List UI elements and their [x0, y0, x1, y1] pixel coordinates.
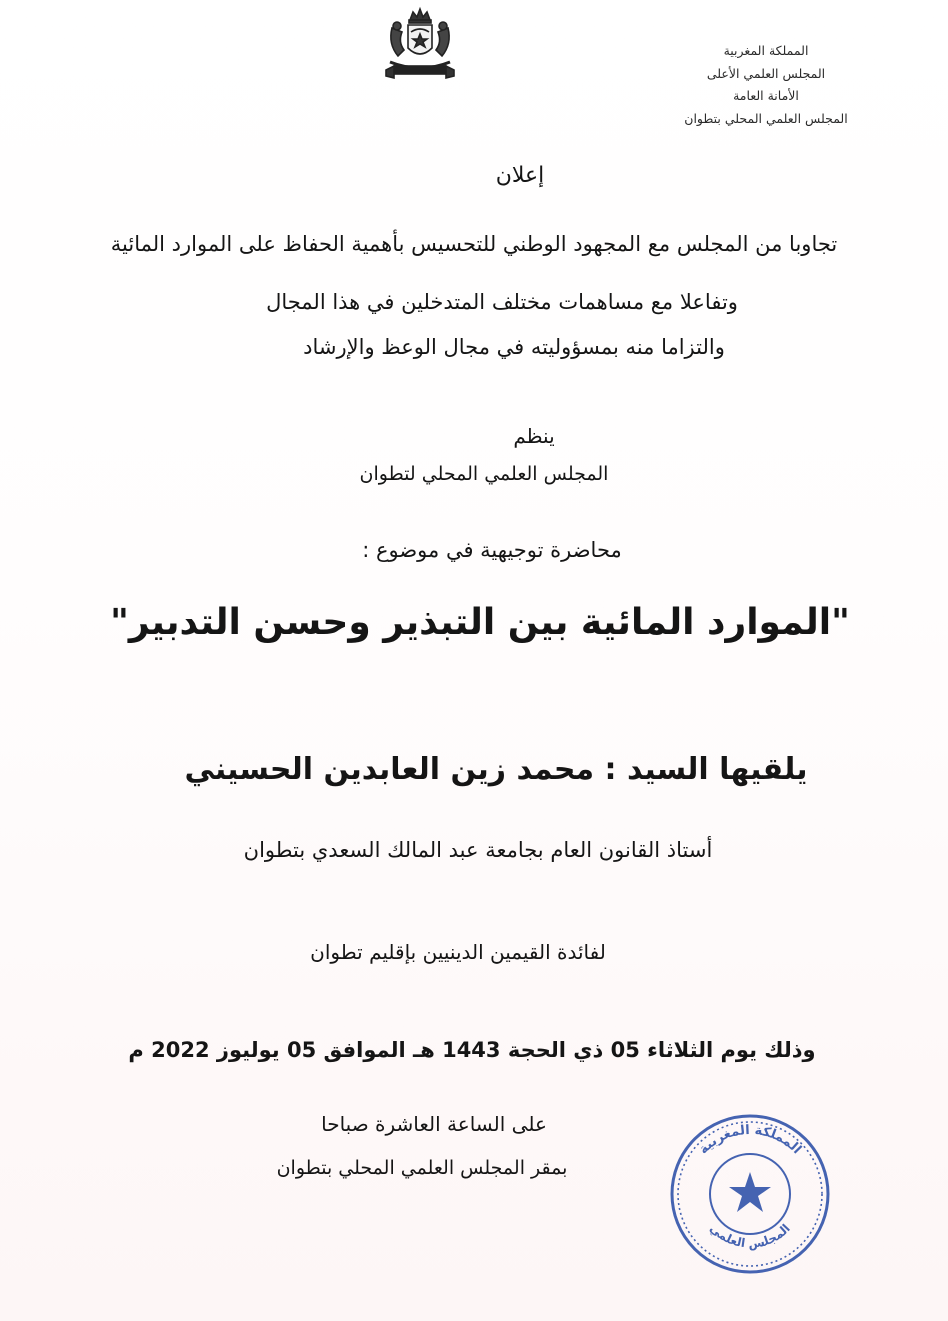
svg-text:المجلس العلمي	[707, 1221, 793, 1251]
organizes-label: ينظم	[513, 424, 555, 448]
header-high-council: المجلس العلمي الأعلى	[706, 65, 826, 81]
intro-line-1: تجاوبا من المجلس مع المجهود الوطني للتحسيس بأهمية الحفاظ على الموارد المائية	[110, 232, 838, 256]
header-local-council: المجلس العلمي المحلي بتطوان	[684, 110, 848, 126]
announcement-title: إعلان	[495, 163, 545, 188]
event-time: على الساعة العاشرة صباحا	[321, 1112, 547, 1136]
organizer-name: المجلس العلمي المحلي لتطوان	[359, 463, 609, 485]
svg-text:المملكة المغربية	[696, 1123, 804, 1157]
header-general-secretariat: الأمانة العامة	[733, 88, 799, 103]
speaker-title: أستاذ القانون العام بجامعة عبد المالك السعدي بتطوان	[243, 838, 713, 862]
official-seal-stamp	[662, 1108, 838, 1276]
stamp-text-bottom: المجلس العلمي	[707, 1221, 793, 1252]
royal-coat-of-arms-icon	[380, 4, 460, 86]
beneficiary-line: لفائدة القيمين الدينيين بإقليم تطوان	[310, 940, 606, 964]
stamp-text-top: المملكة المغربية	[696, 1122, 805, 1158]
event-date: وذلك يوم الثلاثاء 05 ذي الحجة 1443 هـ الموافق 05 يوليوز 2022 م	[128, 1038, 816, 1062]
lecture-topic: "الموارد المائية بين التبذير وحسن التدبير"	[110, 602, 850, 643]
header-kingdom: المملكة المغربية	[723, 43, 809, 58]
event-venue: بمقر المجلس العلمي المحلي بتطوان	[276, 1157, 568, 1179]
intro-line-2: وتفاعلا مع مساهمات مختلف المتدخلين في هذا المجال	[266, 290, 738, 314]
speaker-line: يلقيها السيد : محمد زين العابدين الحسيني	[184, 752, 808, 787]
intro-line-3: والتزاما منه بمسؤوليته في مجال الوعظ والإرشاد	[303, 335, 725, 359]
lecture-topic-label: محاضرة توجيهية في موضوع :	[362, 538, 622, 562]
issuer-header	[656, 40, 876, 130]
